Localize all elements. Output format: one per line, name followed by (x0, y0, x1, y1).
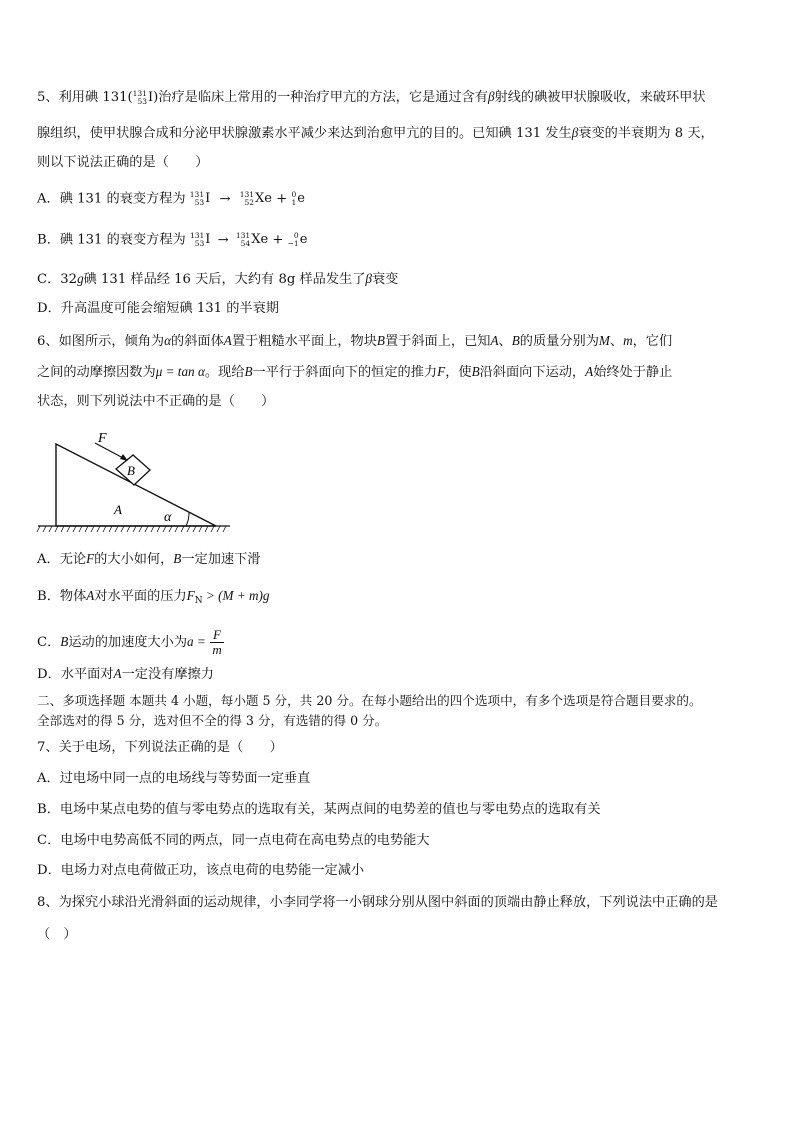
q8-paren: （ ） (37, 927, 77, 942)
q5-line3: 则以下说法正确的是（ ） (37, 155, 209, 170)
q6-option-b: B．物体A对水平面的压力$F_N > (M + m)g$ (37, 588, 270, 606)
q5-option-b: B．碘 131 的衰变方程为 131 53 I → 131 54 Xe + 0 −1 e (37, 231, 308, 248)
label-a: A (114, 502, 122, 517)
q5-line2: 腺组织，使甲状腺合成和分泌甲状腺激素水平减少来达到治愈甲亢的目的。已知碘 131 发生β衰变的半衰期为 8 天， (37, 125, 714, 141)
q7-option-c: C．电场中电势高低不同的两点，同一点电荷在高电势点的电势能大 (37, 833, 430, 848)
q5-option-a: A．碘 131 的衰变方程为 131 53 I → 131 52 Xe + 0 1 e (37, 190, 305, 207)
q6-line1: 6、如图所示，倾角为α的斜面体A置于粗糙水平面上，物块B置于斜面上，已知A、B的质量分别为M、m，它们 (37, 333, 673, 349)
q6-line2: 之间的动摩擦因数为μ = tan α。现给B一平行于斜面向下的恒定的推力F，使B沿斜面向下运动，A始终处于静止 (37, 364, 673, 380)
incline-wedge (56, 444, 216, 526)
q6-option-c: C．B运动的加速度大小为a = $\frac{F}{m}$ (37, 628, 224, 657)
q7-option-d: D．电场力对点电荷做正功，该点电荷的电势能一定减小 (37, 863, 365, 878)
q5-line1: 5、利用碘 131( 131 53 I )治疗是临床上常用的一种治疗甲亢的方法，它是通过含有β射线的碘被甲状腺吸收，来破环甲状 (37, 88, 706, 106)
label-alpha: α (164, 510, 172, 525)
q7-option-b: B．电场中某点电势的值与零电势点的选取有关，某两点间的电势差的值也与零电势点的选取有关 (37, 802, 601, 817)
q6-option-a: A．无论F的大小如何，B一定加速下滑 (37, 551, 261, 567)
incline-figure (36, 428, 236, 536)
fraction-f-over-m: $\frac{F}{m}$ (210, 628, 224, 657)
q6-line3: 状态，则下列说法中不正确的是（ ） (37, 394, 275, 409)
label-b: B (127, 463, 135, 478)
q8-stem: 8、为探究小球沿光滑斜面的运动规律，小李同学将一小钢球分别从图中斜面的顶端由静止释放，下列说法中正确的是 (37, 895, 718, 910)
q5-option-c: C．32g碘 131 样品经 16 天后，大约有 8g 样品发生了β衰变 (37, 271, 399, 287)
q6-option-d: D．水平面对A一定没有摩擦力 (37, 666, 214, 682)
section2-line1: 二、多项选择题 本题共 4 小题，每小题 5 分，共 20 分。在每小题给出的四个选项中，有多个选项是符合题目要求的。 (37, 693, 702, 708)
q7-stem: 7、关于电场，下列说法正确的是（ ） (37, 740, 283, 755)
label-f: F (98, 431, 107, 446)
q7-option-a: A．过电场中同一点的电场线与等势面一定垂直 (37, 771, 311, 786)
q5-option-d: D．升高温度可能会缩短碘 131 的半衰期 (37, 301, 279, 316)
angle-arc (186, 512, 189, 526)
section2-line2: 全部选对的得 5 分，选对但不全的得 3 分，有选错的得 0 分。 (37, 713, 388, 728)
iodine-nuclide: 131 53 I (132, 88, 154, 106)
